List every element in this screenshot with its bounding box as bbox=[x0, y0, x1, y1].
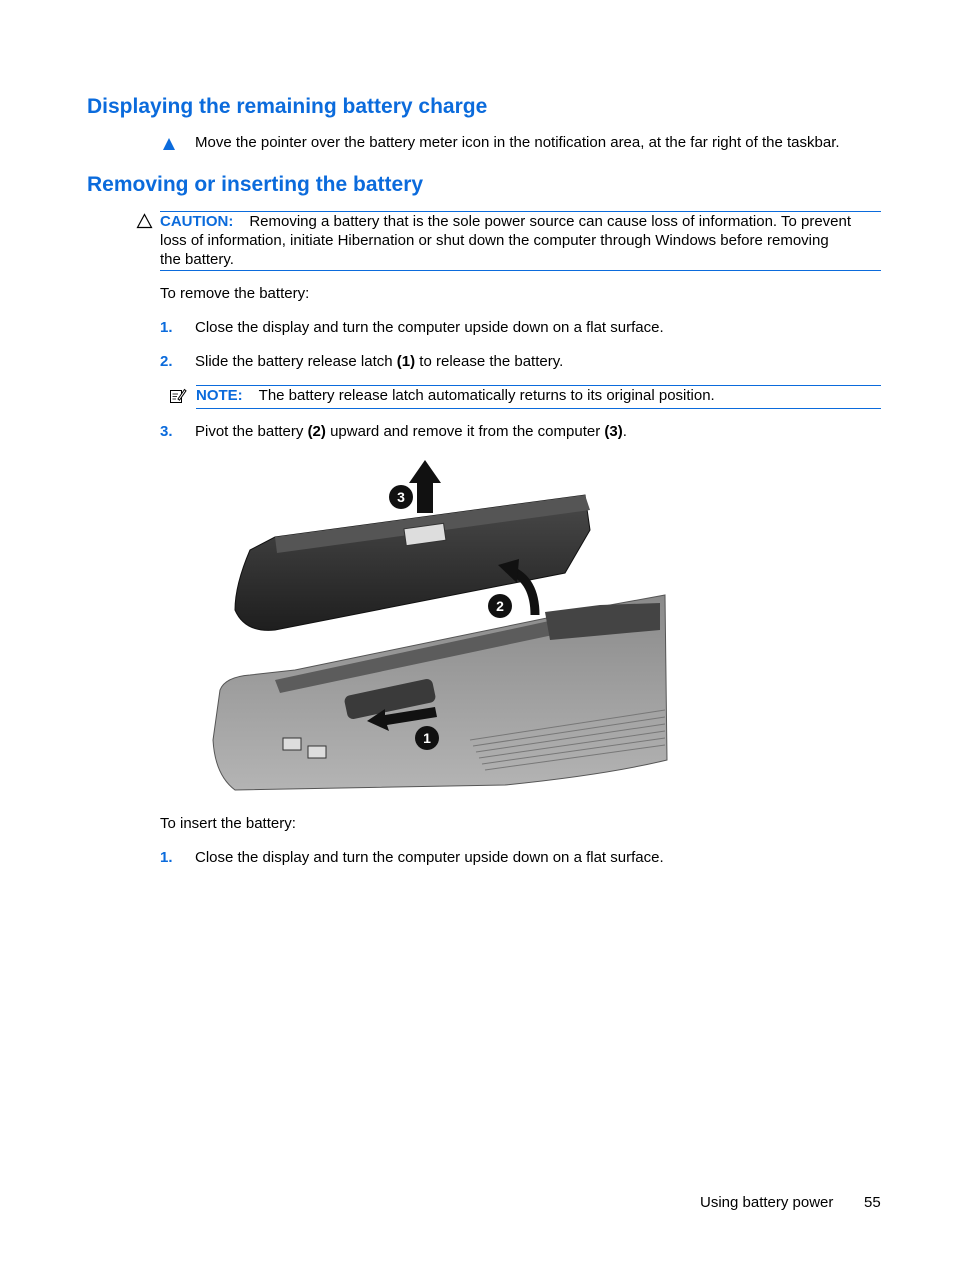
section-heading-battery-charge: Displaying the remaining battery charge bbox=[87, 95, 488, 118]
remove-step-2-pre: Slide the battery release latch bbox=[195, 353, 397, 370]
caution-bottom-rule bbox=[160, 270, 881, 271]
remove-step-3-callout-remove: (3) bbox=[604, 423, 623, 440]
note-pencil-icon bbox=[169, 387, 187, 405]
remove-step-3-callout-battery: (2) bbox=[307, 423, 326, 440]
remove-step-2-post: to release the battery. bbox=[415, 353, 564, 370]
caution-line-1: Removing a battery that is the sole power source can cause loss of information. To prevent bbox=[249, 213, 852, 230]
remove-intro: To remove the battery: bbox=[160, 285, 310, 302]
footer-page-number: 55 bbox=[864, 1194, 881, 1211]
svg-text:3: 3 bbox=[397, 489, 405, 505]
remove-step-1-number: 1. bbox=[160, 319, 173, 336]
caution-triangle-icon bbox=[136, 213, 153, 229]
svg-text:1: 1 bbox=[423, 730, 431, 746]
insert-step-1-text: Close the display and turn the computer upside down on a flat surface. bbox=[195, 849, 664, 866]
note-box bbox=[196, 386, 715, 405]
callout-1 bbox=[415, 726, 439, 750]
note-text: The battery release latch automatically returns to its original position. bbox=[258, 387, 715, 404]
svg-text:2: 2 bbox=[496, 598, 504, 614]
remove-step-3-mid: upward and remove it from the computer bbox=[325, 423, 605, 440]
caution-line-2: loss of information, initiate Hibernation or shut down the computer through Windows before removing bbox=[160, 232, 829, 249]
note-label: NOTE: bbox=[196, 387, 243, 404]
remove-step-3-pre: Pivot the battery bbox=[195, 423, 308, 440]
note-bottom-rule bbox=[196, 408, 881, 409]
caution-label: CAUTION: bbox=[160, 213, 234, 230]
callout-2 bbox=[488, 594, 512, 618]
insert-intro: To insert the battery: bbox=[160, 815, 296, 832]
insert-step-1-number: 1. bbox=[160, 849, 173, 866]
caution-line-3: the battery. bbox=[160, 251, 234, 268]
remove-step-3-number: 3. bbox=[160, 423, 173, 440]
caution-box bbox=[160, 212, 882, 269]
footer-section-name: Using battery power bbox=[700, 1194, 834, 1211]
remove-step-2-callout: (1) bbox=[396, 353, 416, 370]
remove-step-1-text: Close the display and turn the computer upside down on a flat surface. bbox=[195, 319, 664, 336]
battery-removal-illustration bbox=[205, 455, 675, 795]
section-heading-remove-insert: Removing or inserting the battery bbox=[87, 173, 424, 196]
remove-step-3-post: . bbox=[622, 423, 627, 440]
remove-step-3-text bbox=[195, 422, 627, 441]
callout-3 bbox=[389, 485, 413, 509]
remove-step-2-number: 2. bbox=[160, 353, 173, 370]
remove-step-2-text bbox=[195, 352, 563, 371]
bullet-text: Move the pointer over the battery meter icon in the notification area, at the far right of the taskbar. bbox=[195, 134, 840, 151]
triangle-bullet-icon bbox=[161, 136, 177, 152]
